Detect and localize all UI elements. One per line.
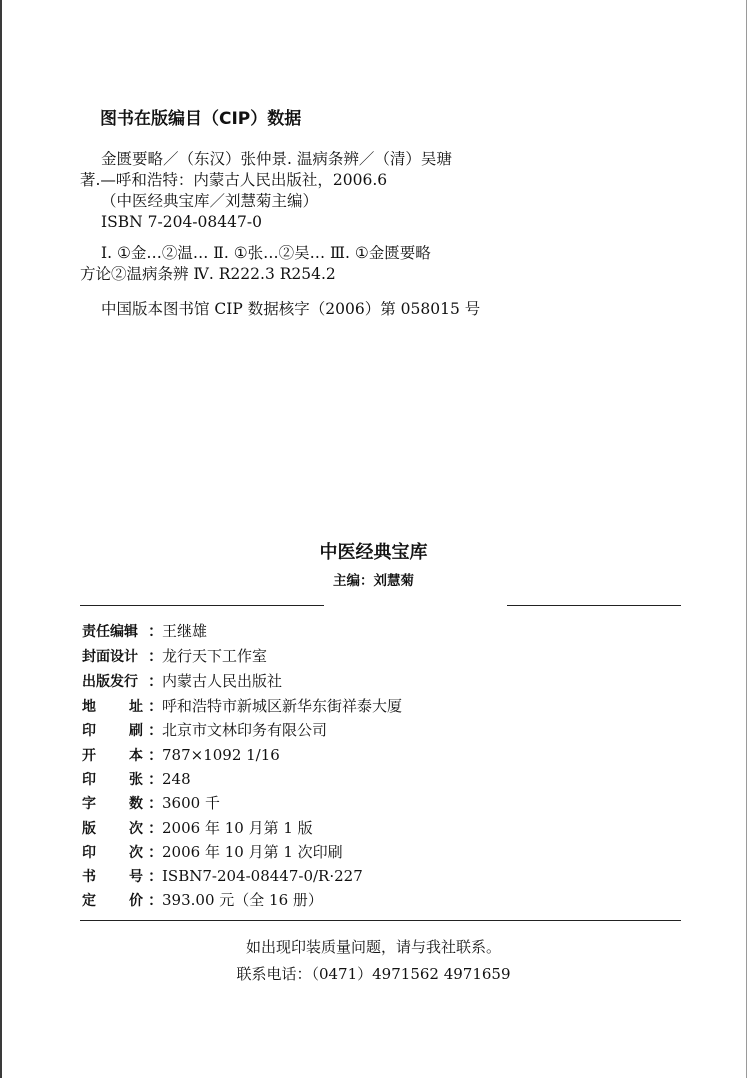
info-label: 地 xyxy=(82,699,96,715)
info-label: 印 xyxy=(82,772,96,788)
divider xyxy=(80,605,324,606)
cip-line: Ⅰ. ①金…②温… Ⅱ. ①张…②吴… Ⅲ. ①金匮要略 xyxy=(101,244,431,262)
info-label: 数 xyxy=(129,796,143,812)
info-label: 书 xyxy=(82,869,96,885)
cip-title: 图书在版编目（CIP）数据 xyxy=(100,109,302,129)
info-row-sheets: 印 张 ：248 xyxy=(82,768,191,790)
info-value: 3600 千 xyxy=(162,794,220,812)
info-label: 号 xyxy=(129,869,143,885)
info-value: 787×1092 1/16 xyxy=(162,746,280,764)
info-row-edition: 版 次 ：2006 年 10 月第 1 版 xyxy=(82,817,313,839)
info-label: 印 xyxy=(82,845,96,861)
cip-record-number: 中国版本图书馆 CIP 数据核字（2006）第 058015 号 xyxy=(101,300,481,318)
info-value: 北京市文林印务有限公司 xyxy=(162,721,328,739)
divider xyxy=(507,605,681,606)
cip-line: 著.—呼和浩特：内蒙古人民出版社，2006.6 xyxy=(80,171,388,189)
info-value: ISBN7-204-08447-0/R·227 xyxy=(162,867,363,885)
info-label: 开 xyxy=(82,748,96,764)
info-label: 版 xyxy=(82,821,96,837)
info-label: 价 xyxy=(129,893,143,909)
info-value: 龙行天下工作室 xyxy=(162,647,268,665)
cip-line: （中医经典宝库／刘慧菊主编） xyxy=(101,192,319,210)
cip-line: 金匮要略／（东汉）张仲景. 温病条辨／（清）吴瑭 xyxy=(101,150,452,168)
info-label: 责任编辑 xyxy=(82,624,138,640)
info-value: 248 xyxy=(162,770,191,788)
info-value: 2006 年 10 月第 1 次印刷 xyxy=(162,843,343,861)
info-label: 址 xyxy=(129,699,143,715)
cip-line: 方论②温病条辨 Ⅳ. R222.3 R254.2 xyxy=(80,265,336,283)
contact-phone: 联系电话：（0471）4971562 4971659 xyxy=(236,965,511,983)
info-value: 393.00 元（全 16 册） xyxy=(162,891,323,909)
info-label: 次 xyxy=(129,821,143,837)
info-value: 呼和浩特市新城区新华东街祥泰大厦 xyxy=(162,697,403,715)
info-row-price: 定 价 ：393.00 元（全 16 册） xyxy=(82,889,323,911)
info-row-word-count: 字 数 ：3600 千 xyxy=(82,792,220,814)
info-row-publisher: 出版发行 ：内蒙古人民出版社 xyxy=(82,670,282,692)
info-value: 王继雄 xyxy=(162,622,208,640)
series-title: 中医经典宝库 xyxy=(319,542,428,563)
info-row-printing: 印 次 ：2006 年 10 月第 1 次印刷 xyxy=(82,841,343,863)
divider xyxy=(80,920,681,921)
cip-isbn: ISBN 7-204-08447-0 xyxy=(101,213,262,231)
info-label: 次 xyxy=(129,845,143,861)
info-label: 定 xyxy=(82,893,96,909)
info-label: 本 xyxy=(129,748,143,764)
info-label: 字 xyxy=(82,796,96,812)
info-row-editor: 责任编辑 ：王继雄 xyxy=(82,620,207,642)
info-row-format: 开 本 ：787×1092 1/16 xyxy=(82,744,280,766)
info-label: 张 xyxy=(129,772,143,788)
info-label: 出版发行 xyxy=(82,674,138,690)
info-row-address: 地 址 ：呼和浩特市新城区新华东街祥泰大厦 xyxy=(82,695,402,717)
info-value: 2006 年 10 月第 1 版 xyxy=(162,819,313,837)
info-value: 内蒙古人民出版社 xyxy=(162,672,283,690)
series-editor: 主编：刘慧菊 xyxy=(333,573,414,589)
info-label: 刷 xyxy=(129,723,143,739)
info-row-book-number: 书 号 ：ISBN7-204-08447-0/R·227 xyxy=(82,865,363,887)
info-label: 封面设计 xyxy=(82,649,138,665)
info-row-cover-design: 封面设计 ：龙行天下工作室 xyxy=(82,645,267,667)
info-row-printer: 印 刷 ：北京市文林印务有限公司 xyxy=(82,719,327,741)
quality-notice: 如出现印装质量问题，请与我社联系。 xyxy=(245,938,501,956)
info-label: 印 xyxy=(82,723,96,739)
